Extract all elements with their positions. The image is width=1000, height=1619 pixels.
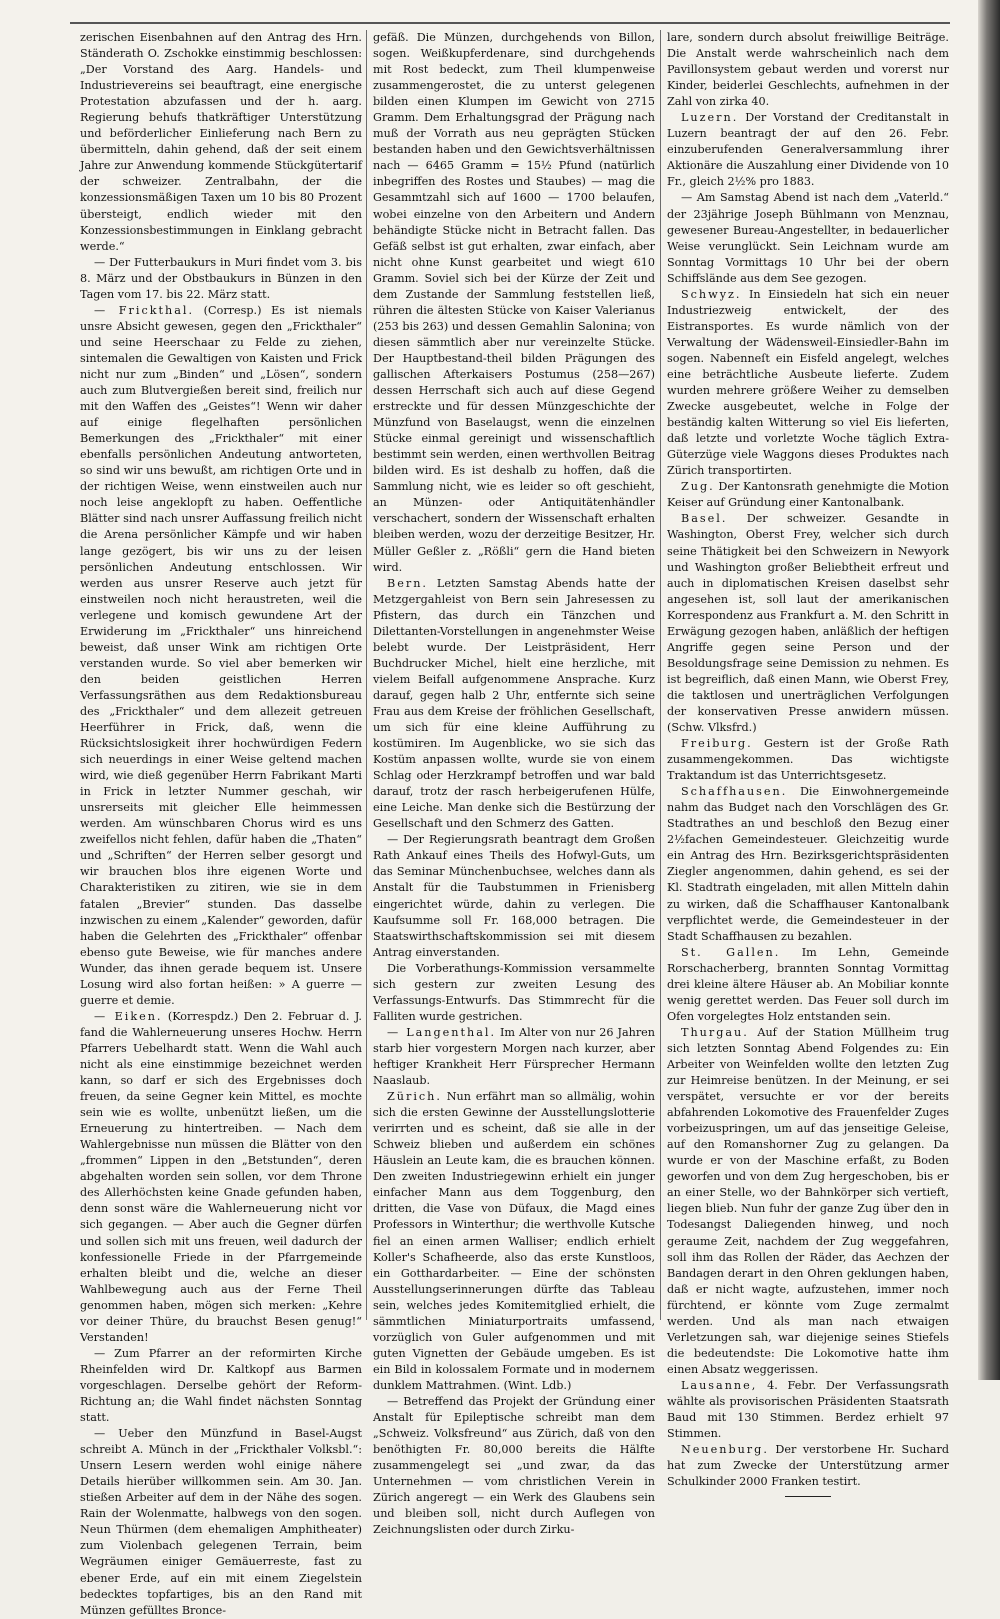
paragraph-text: Der Vorstand der Creditanstalt in Luzern beantragt der auf den 26. Febr. einzuberufenden Generalversammlung ihrer Aktionäre die Auszahlung einer Dividende von 10 Fr., gleich 2½% pro 1883. bbox=[667, 111, 949, 189]
article-paragraph bbox=[80, 1426, 362, 1619]
article-paragraph bbox=[373, 1025, 655, 1089]
paragraph-text: Die Vorberathungs-Kommission versammelte sich gestern zur zweiten Lesung des Verfassungs-Entwurfs. Das Stimmrecht für die Falliten wurde gestrichen. bbox=[373, 961, 655, 1023]
paragraph-text: Letzten Samstag Abends hatte der Metzgergahleist von Bern sein Jahresessen zu Pfistern, das durch ein Tänzchen und Dilettanten-Vorstellungen in angenehmster Weise belebt wurde. Der Leistpräsident, Herr Buchdrucker Michel, hielt eine herzliche, mit vielem Beifall aufgenommene Ansprache. Kurz darauf, gegen halb 2 Uhr, entfernte sich seine Frau aus dem Kreise der fröhlichen Gesellschaft, um sich für eine kleine Aufführung zu kostümiren. Im Augenblicke, wo sie sich das Kostüm anpassen wollte, wurde sie von einem Schlag oder Herzkrampf betroffen und war bald darauf, trotz der rasch herbeigerufenen Hülfe, eine Leiche. Man denke sich die Bestürzung der Gesellschaft und den Schmerz des Gatten. bbox=[373, 576, 655, 831]
paragraph-text: (Korrespdz.) Den 2. Februar d. J. fand die Wahlerneuerung unseres Hochw. Herrn Pfarrers Uebelhardt statt. Wenn die Wahl auch nicht als eine einstimmige bezeichnet werden kann, so darf er sich des Ergebnisses doch freuen, da seine Gegner kein Mittel, es mochte sein wie es wollte, unbenützt ließen, um die Erneuerung zu hintertreiben. — Nach dem Wahlergebnisse nun müssen die Blätter von den „frommen“ Lippen in den „Betstunden“, deren abgehalten worden sein sollen, vor dem Throne des Allerhöchsten keine Gnade gefunden haben, denn sonst wäre die Wahlerneuerung nicht vor sich gegangen. — Aber auch die Gegner dürfen und sollen sich mit uns freuen, weil dadurch der konfessionelle Friede in der Pfarrgemeinde erhalten bleibt und die, welche an dieser Wahlbewegung auch aus der Ferne Theil genommen haben, mögen sich merken: „Kehre vor deiner Thüre, du brauchst Besen genug!“ Verstanden! bbox=[80, 1009, 362, 1344]
dateline-place: — Eiken. bbox=[94, 1009, 163, 1023]
paragraph-text: Der verstorbene Hr. Suchard hat zum Zwecke der Unterstützung armer Schulkinder 2000 Franken testirt. bbox=[667, 1443, 949, 1489]
dateline-place: — Langenthal. bbox=[387, 1025, 496, 1039]
paragraph-text: Die Einwohnergemeinde nahm das Budget nach den Vorschlägen des Gr. Stadtrathes an und beschloß den Bezug einer 2½fachen Gemeindesteuer. Gleichzeitig wurde ein Antrag des Hrn. Bezirksgerichtspräsidenten Ziegler angenommen, dahin gehend, es sei der Kl. Stadtrath eingeladen, mit allen Mitteln dahin zu wirken, daß die Schaffhauser Kantonalbank verpflichtet werde, die Gemeindesteuer in der Stadt Schaffhausen zu bezahlen. bbox=[667, 785, 949, 943]
paragraph-text: Im Alter von nur 26 Jahren starb hier vorgestern Morgen nach kurzer, aber heftiger Krankheit Herr Fürsprecher Hermann Naaslaub. bbox=[373, 1025, 655, 1088]
article-paragraph bbox=[667, 784, 949, 944]
dateline-place: Bern. bbox=[387, 576, 428, 590]
paragraph-text: Im Lehn, Gemeinde Rorschacherberg, brannten Sonntag Vormittag drei kleine ältere Häuser ab. An Mobiliar konnte wenig gerettet werden. Das Feuer soll durch im Ofen vorgelegtes Holz entstanden sein. bbox=[667, 945, 949, 1023]
paragraph-text: — Ueber den Münzfund in Basel-Augst schreibt A. Münch in der „Frickthaler Volksbl.“: Unsern Lesern werden wohl einige nähere Details hierüber willkommen sein. Am 30. Jan. stießen Arbeiter auf dem in der Nähe des sogen. Rain der Wolenmatte, halbwegs von den sogen. Neun Thürmen (dem ehemaligen Amphitheater) zum Violenbach gelegenen Terrain, beim Wegräumen einiger Gemäuerreste, fast zu ebener Erde, auf ein mit einem Ziegelstein bedecktes topfartiges, bis an den Rand mit Münzen gefülltes Bronce- bbox=[80, 1427, 362, 1617]
article-paragraph bbox=[667, 110, 949, 190]
article-paragraph bbox=[373, 576, 655, 833]
dateline-place: Neuenburg. bbox=[681, 1443, 769, 1457]
paragraph-text: Gestern ist der Große Rath zusammengekommen. Das wichtigste Traktandum ist das Unterrichtsgesetz. bbox=[667, 737, 949, 783]
paragraph-text: Der schweizer. Gesandte in Washington, Oberst Frey, welcher sich durch seine Thätigkeit bei den Schweizern in Newyork und Washington großer Beliebtheit erfreut und auch in diplomatischen Kreisen daselbst sehr angesehen ist, soll laut der amerikanischen Korrespondenz aus Frankfurt a. M. den Schritt in Erwägung gezogen haben, anläßlich der heftigen Angriffe gegen seine Person und der Besoldungsfrage seine Demission zu nehmen. Es ist begreiflich, daß einen Mann, wie Oberst Frey, die taktlosen und unerträglichen Verfolgungen der konservativen Presse anwidern müssen. (Schw. Vlksfrd.) bbox=[667, 512, 949, 735]
article-paragraph bbox=[667, 1378, 949, 1442]
dateline-place: Schaffhausen. bbox=[681, 785, 788, 799]
dateline-place: Luzern. bbox=[681, 111, 739, 125]
dateline-place: Basel. bbox=[681, 512, 728, 526]
article-paragraph bbox=[80, 1009, 362, 1346]
dateline-place: Zürich. bbox=[387, 1090, 442, 1104]
paragraph-text: Auf der Station Müllheim trug sich letzten Sonntag Abend Folgendes zu: Ein Arbeiter von Weinfelden wollte den letzten Zug zur Heimreise benützen. In der Meinung, er sei verspätet, versuchte er vor der bereits abfahrenden Lokomotive des Frauenfelder Zuges vorbeizuspringen, um auf das jenseitige Geleise, auf den Romanshorner Zug zu gelangen. Da wurde er von der Maschine erfaßt, zu Boden geworfen und von dem Zug hergeschoben, bis er an einer Stelle, wo der Bahnkörper sich vertieft, liegen blieb. Nun fuhr der ganze Zug über den in Todesangst Daliegenden hinweg, und noch geraume Zeit, nachdem der Zug weggefahren, soll ihm das Rollen der Räder, das Aechzen der Bandagen derart in den Ohren geklungen haben, daß er nicht wagte, aufzustehen, immer noch fürchtend, er könnte vom Zuge zermalmt werden. Und als man nach etwaigen Verletzungen sah, war diejenige seines Stiefels die bedeutendste: Die Lokomotive hatte ihm einen Absatz weggerissen. bbox=[667, 1025, 949, 1376]
paragraph-text: Nun erfährt man so allmälig, wohin sich die ersten Gewinne der Ausstellungslotterie verirrten und es scheint, daß sie alle in der Schweiz blieben und außerdem ein schönes Häuslein an Leute kam, die es brauchen können. Den zweiten Industriegewinn erhielt ein junger einfacher Mann aus dem Toggenburg, den dritten, die Vase von Düfaux, die Magd eines Professors in Winterthur; die werthvolle Kutsche fiel an einen armen Walliser; endlich erhielt Koller's Schafheerde, also das erste Kunstloos, ein Gotthardarbeiter. — Eine der schönsten Ausstellungserinnerungen dürfte das Tableau sein, welches jedes Komitemitglied erhielt, die sämmtlichen Miniaturportraits umfassend, vorzüglich von Guler aufgenommen und mit guten Vignetten der Gebäude umgeben. Es ist ein Bild in kolossalem Formate und in modernem dunklem Mattrahmen. (Wint. Ldb.) bbox=[373, 1090, 655, 1392]
article-paragraph bbox=[667, 479, 949, 511]
article-paragraph bbox=[667, 511, 949, 736]
end-rule bbox=[785, 1496, 831, 1497]
article-paragraph bbox=[80, 30, 362, 255]
column-left bbox=[80, 30, 362, 1619]
article-paragraph bbox=[667, 736, 949, 784]
column-right bbox=[667, 30, 949, 1497]
dateline-place: — Frickthal. bbox=[94, 303, 195, 317]
dateline-place: Freiburg. bbox=[681, 737, 753, 751]
page-binding-edge bbox=[978, 0, 1000, 1380]
article-paragraph bbox=[373, 30, 655, 576]
dateline-place: St. Gallen. bbox=[681, 945, 781, 959]
paragraph-text: — Der Regierungsrath beantragt dem Großen Rath Ankauf eines Theils des Hofwyl-Guts, um das Seminar Münchenbuchsee, welches dann als Anstalt für die Taubstummen in Frienisberg eingerichtet würde, dahin zu verlegen. Die Kaufsumme soll Fr. 168,000 betragen. Die Staatswirthschaftskommission sei mit diesem Antrag einverstanden. bbox=[373, 833, 655, 959]
article-paragraph bbox=[667, 190, 949, 286]
article-paragraph bbox=[667, 30, 949, 110]
column-divider-2 bbox=[660, 30, 661, 1320]
paragraph-text: 4. Febr. Der Verfassungsrath wählte als provisorischen Präsidenten Staatsrath Baud mit 130 Stimmen. Berdez erhielt 97 Stimmen. bbox=[667, 1378, 949, 1441]
paragraph-text: In Einsiedeln hat sich ein neuer Industriezweig entwickelt, der des Eistransportes. Es wurde nämlich von der Verwaltung der Wädensweil-Einsiedler-Bahn im sogen. Nabenneſt ein Eisfeld angelegt, welches eine beträchtliche Ausbeute lieferte. Zudem wurden mehrere größere Weiher zu demselben Zwecke ausgebeutet, welche in Folge der beständig kalten Witterung so viel Eis lieferten, daß letzte und vorletzte Woche täglich Extra-Güterzüge viele Waggons dieses Produktes nach Zürich transportirten. bbox=[667, 287, 949, 478]
article-paragraph bbox=[80, 255, 362, 303]
paragraph-text: gefäß. Die Münzen, durchgehends von Billon, sogen. Weißkupferdenare, sind durchgehends mit Rost bedeckt, zum Theil klumpenweise zusammengerostet, die zu unterst gelegenen bilden einen Klumpen im Gewicht von 2715 Gramm. Dem Erhaltungsgrad der Prägung nach muß der Vorrath aus neu geprägten Stücken bestanden haben und den Gewichtsverhältnissen nach — 6465 Gramm = 15½ Pfund (natürlich inbegriffen des Rostes und Staubes) — mag die Gesammtzahl sich auf 1600 — 1700 belaufen, wobei einzelne von den Arbeitern und Andern behändigte Stücke nicht in Betracht fallen. Das Gefäß selbst ist gut erhalten, zwar einfach, aber nicht ohne Kunst gearbeitet und wiegt 610 Gramm. Soviel sich bei der Kürze der Zeit und dem Zustande der Sammlung feststellen ließ, rühren die ältesten Stücke von Kaiser Valerianus (253 bis 263) und dessen Gemahlin Salonina; von diesen sämmtlich aber nur vereinzelte Stücke. Der Hauptbestand-theil bilden Prägungen des gallischen Afterkaisers Postumus (258—267) dessen Herrschaft sich auch auf diese Gegend erstreckte und für dessen Münzgeschichte der Münzfund von Baselaugst, wenn die einzelnen Stücke einmal gereinigt und wissenschaftlich bestimmt sein werden, einen werthvollen Beitrag bilden wird. Es ist deshalb zu hoffen, daß die Sammlung nicht, wie es leider so oft geschieht, an Münzen- oder Antiquitätenhändler verschachert, sondern der Wissenschaft erhalten bleiben werden, wozu der derzeitige Besitzer, Hr. Müller Geßler z. „Rößli“ gern die Hand bieten wird. bbox=[373, 31, 655, 574]
paragraph-text: zerischen Eisenbahnen auf den Antrag des Hrn. Ständerath O. Zschokke einstimmig beschlossen: „Der Vorstand des Aarg. Handels- und Industrievereins sei beauftragt, eine energische Protestation abzufassen und der h. aarg. Regierung behufs thatkräftiger Unterstützung und beförderlicher Einlieferung nach Bern zu übermitteln, dahin gehend, daß der seit einem Jahre zur Anwendung kommende Stückgütertarif der schweizer. Zentralbahn, der die konzessionsmäßigen Taxen um 10 bis 80 Prozent übersteigt, endlich wieder mit den Konzessionsbestimmungen in Einklang gebracht werde.“ bbox=[80, 31, 362, 253]
paragraph-text: — Der Futterbaukurs in Muri findet vom 3. bis 8. März und der Obstbaukurs in Bünzen in den Tagen vom 17. bis 22. März statt. bbox=[80, 255, 362, 301]
article-paragraph bbox=[80, 303, 362, 1009]
column-middle bbox=[373, 30, 655, 1538]
dateline-place: Thurgau. bbox=[681, 1025, 749, 1039]
dateline-place: Zug. bbox=[681, 480, 715, 494]
paragraph-text: (Corresp.) Es ist niemals unsre Absicht gewesen, gegen den „Frickthaler“ und seine Heerschaar zu Felde zu ziehen, sintemalen die Gewaltigen von Kaisten und Frick nicht nur zum „Binden“ und „Lösen“, sondern auch zum Blutvergießen bereit sind, freilich nur mit den Waffen des „Geistes“! Wenn wir daher auf einige flegelhaften persönlichen Bemerkungen des „Frickthaler“ mit einer ebenfalls persönlichen Andeutung antworteten, so sind wir uns bewußt, am richtigen Orte und in der richtigen Weise, wenn einstweilen auch nur noch leise angeklopft zu haben. Oeffentliche Blätter sind nach unsrer Auffassung freilich nicht die Arena persönlicher Kämpfe und wir haben lange gezögert, bis wir uns zu der leisen persönlichen Andeutung entschlossen. Wir werden aus unsrer Reserve auch jetzt für einstweilen noch nicht heraustreten, weil die verlegene und komisch gewundene Art der Erwiderung im „Frickthaler“ uns hinreichend beweist, daß unser Wink am richtigen Orte verstanden wurde. So viel aber bemerken wir den beiden geistlichen Herren Verfassungsräthen aus dem Redaktionsbureau des „Frickthaler“ und dem allezeit getreuen Heerführer in Frick, daß, wenn die Rücksichtslosigkeit ihrer hochwürdigen Federn sich neuerdings in einer Weise geltend machen wird, wie dieß gegenüber Herrn Fabrikant Marti in Frick in letzter Nummer geschah, wir unsrerseits mit gleicher Elle heimmessen werden. Am wünschbaren Chorus wird es uns zweifellos nicht fehlen, dafür haben die „Thaten“ und „Schriften“ der Herren selber gesorgt und wir brauchen blos ihre eigenen Worte und Charakteristiken zu zitiren, wie sie in dem fatalen „Brevier“ stunden. Das dasselbe inzwischen zu einem „Kalender“ geworden, dafür haben die Gelehrten des „Frickthaler“ offenbar ebenso gute Beweise, wie für manches andere Wunder, das ihnen gerade bequem ist. Unsere Losung wird also fortan heißen: » A guerre — guerre et demie. bbox=[80, 303, 363, 1007]
paragraph-text: Der Kantonsrath genehmigte die Motion Keiser auf Gründung einer Kantonalbank. bbox=[667, 480, 949, 510]
article-paragraph bbox=[373, 1089, 655, 1394]
article-paragraph bbox=[667, 945, 949, 1025]
paragraph-text: — Zum Pfarrer an der reformirten Kirche Rheinfelden wird Dr. Kaltkopf aus Barmen vorgeschlagen. Derselbe gehört der Reform-Richtung an; die Wahl findet nächsten Sonntag statt. bbox=[80, 1346, 362, 1425]
article-paragraph bbox=[667, 287, 949, 480]
article-paragraph bbox=[373, 832, 655, 960]
paragraph-text: — Betreffend das Projekt der Gründung einer Anstalt für Epileptische schreibt man dem „Schweiz. Volksfreund“ aus Zürich, daß von den benöthigten Fr. 80,000 bereits die Hälfte zusammengelegt sei „und zwar, da das Unternehmen — vom christlichen Verein in Zürich angeregt — ein Werk des Glaubens sein und bleiben soll, nicht durch Auflegen von Zeichnungslisten oder durch Zirku- bbox=[373, 1394, 655, 1537]
article-paragraph bbox=[667, 1025, 949, 1378]
paragraph-text: — Am Samstag Abend ist nach dem „Vaterld.“ der 23jährige Joseph Bühlmann von Menznau, gewesener Bureau-Angestellter, in bedauerlicher Weise verunglückt. Sein Leichnam wurde am Sonntag Vormittags 10 Uhr bei der obern Schiffsländе aus dem See gezogen. bbox=[667, 191, 949, 285]
paragraph-text: lare, sondern durch absolut freiwillige Beiträge. Die Anstalt werde wahrscheinlich nach dem Pavillonsystem gebaut werden und vorerst nur Kinder, beiderlei Geschlechts, aufnehmen in der Zahl von zirka 40. bbox=[667, 31, 949, 109]
article-paragraph bbox=[667, 1442, 949, 1490]
article-paragraph bbox=[373, 1394, 655, 1538]
dateline-place: Schwyz. bbox=[681, 287, 742, 301]
article-paragraph bbox=[80, 1346, 362, 1426]
column-divider-1 bbox=[366, 30, 367, 1320]
top-rule bbox=[70, 22, 950, 24]
dateline-place: Lausanne, bbox=[681, 1378, 758, 1392]
article-paragraph bbox=[373, 961, 655, 1025]
